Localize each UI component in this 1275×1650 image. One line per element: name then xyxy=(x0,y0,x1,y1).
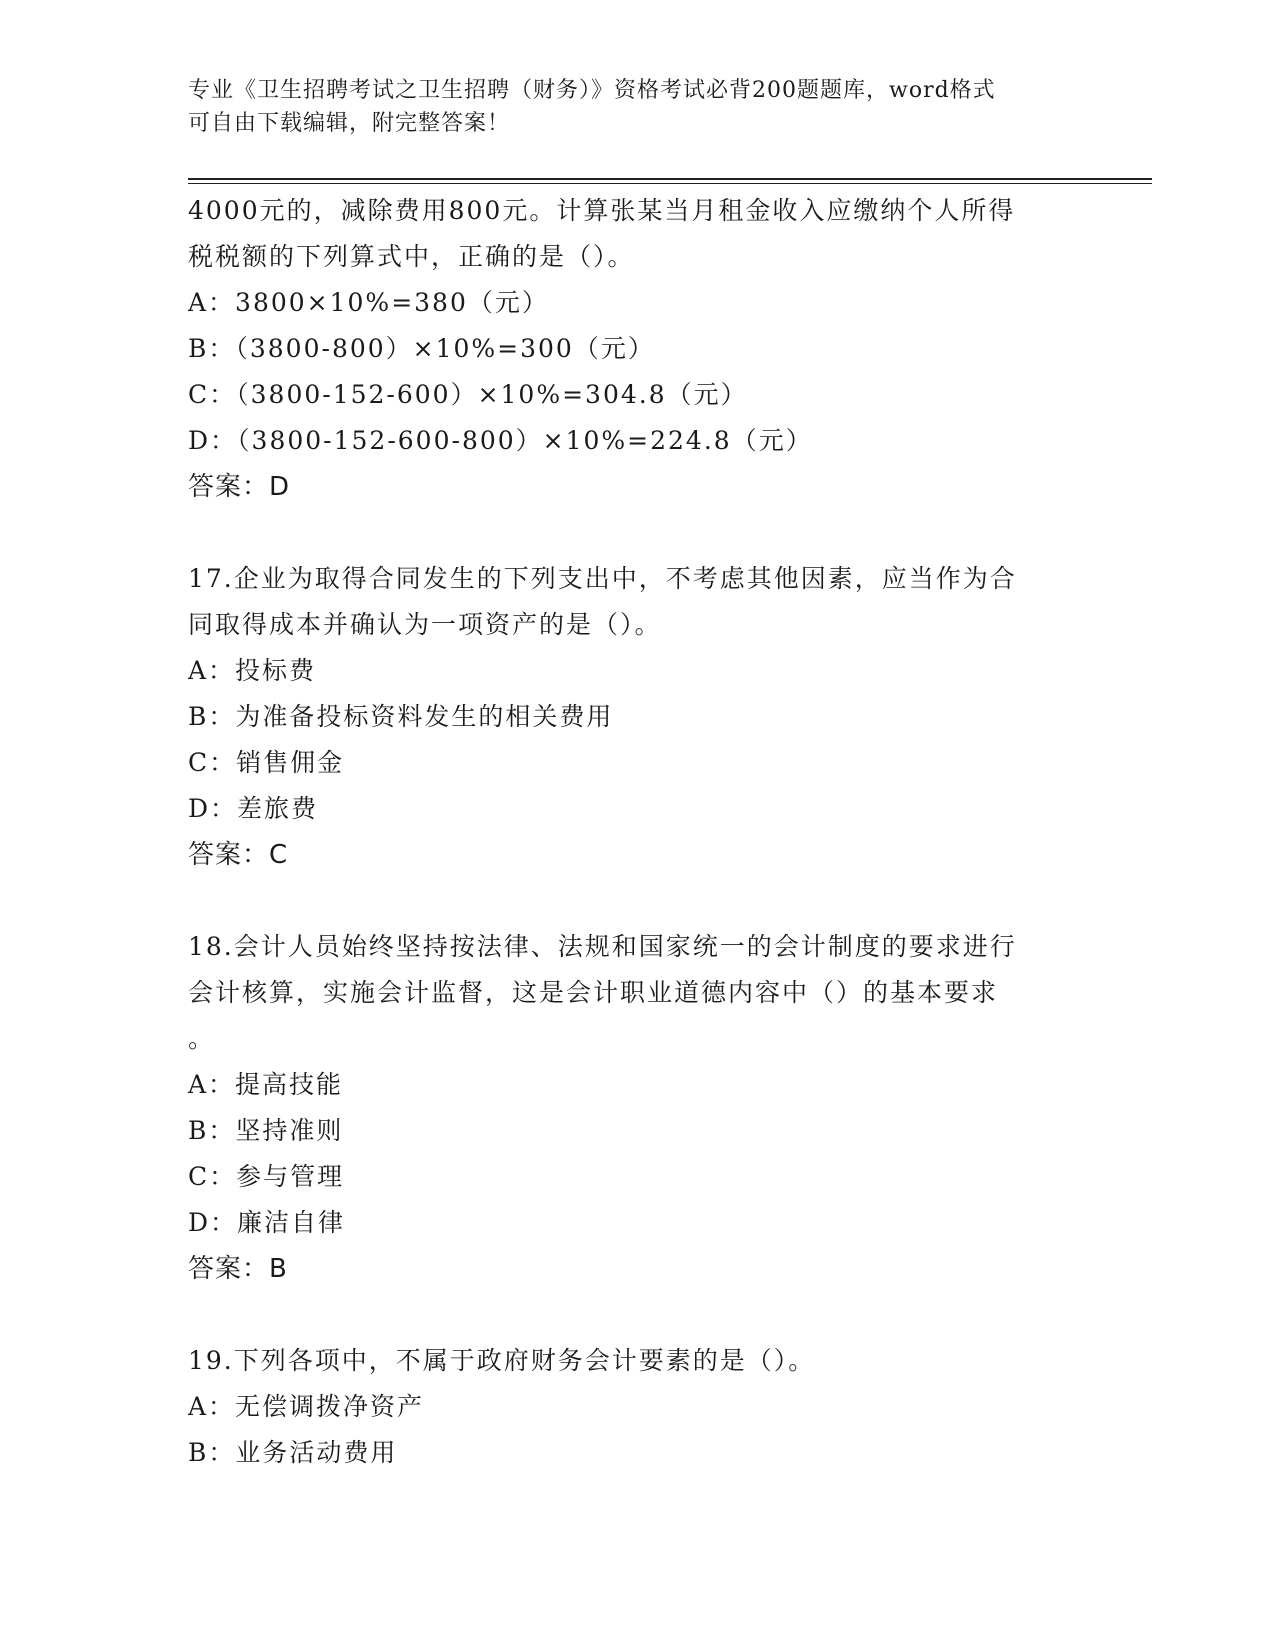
spacer xyxy=(188,510,1088,556)
option-b: B：（3800-800）×10%=300（元） xyxy=(188,334,655,363)
question-list xyxy=(188,188,1088,1476)
question-stem: 税税额的下列算式中，正确的是（）。 xyxy=(188,242,635,271)
question-19 xyxy=(188,1338,1088,1476)
header-line-2: 可自由下载编辑，附完整答案！ xyxy=(188,111,511,136)
question-stem: 。 xyxy=(188,1024,216,1053)
option-a: A：投标费 xyxy=(188,656,317,685)
option-d: D：廉洁自律 xyxy=(188,1208,346,1237)
option-c: C：（3800-152-600）×10%=304.8（元） xyxy=(188,380,748,409)
option-d: D：差旅费 xyxy=(188,794,319,823)
question-18 xyxy=(188,924,1088,1292)
answer-label: 答案：C xyxy=(188,840,289,870)
answer-label: 答案：B xyxy=(188,1254,288,1284)
question-stem: 4000元的，减除费用800元。计算张某当月租金收入应缴纳个人所得 xyxy=(188,196,1016,225)
question-stem: 同取得成本并确认为一项资产的是（）。 xyxy=(188,610,662,639)
option-a: A：无偿调拨净资产 xyxy=(188,1392,425,1421)
question-stem: 会计核算，实施会计监督，这是会计职业道德内容中（）的基本要求 xyxy=(188,978,999,1007)
question-stem: 19.下列各项中，不属于政府财务会计要素的是（）。 xyxy=(188,1346,816,1375)
question-stem: 17.企业为取得合同发生的下列支出中，不考虑其他因素，应当作为合 xyxy=(188,564,1017,593)
option-b: B：坚持准则 xyxy=(188,1116,344,1145)
option-c: C：销售佣金 xyxy=(188,748,345,777)
question-stem: 18.会计人员始终坚持按法律、法规和国家统一的会计制度的要求进行 xyxy=(188,932,1017,961)
spacer xyxy=(188,878,1088,924)
question-17 xyxy=(188,556,1088,878)
option-d: D：（3800-152-600-800）×10%=224.8（元） xyxy=(188,426,813,455)
header-line-1: 专业《卫生招聘考试之卫生招聘（财务）》资格考试必背200题题库，word格式 xyxy=(188,78,996,103)
option-a: A：3800×10%=380（元） xyxy=(188,288,549,317)
option-a: A：提高技能 xyxy=(188,1070,344,1099)
header-divider-thick xyxy=(188,178,1152,180)
header-divider-thin xyxy=(188,183,1152,184)
question-16 xyxy=(188,188,1088,510)
option-b: B：业务活动费用 xyxy=(188,1438,398,1467)
spacer xyxy=(188,1292,1088,1338)
option-c: C：参与管理 xyxy=(188,1162,345,1191)
answer-label: 答案：D xyxy=(188,472,291,502)
page-header xyxy=(188,74,1068,140)
option-b: B：为准备投标资料发生的相关费用 xyxy=(188,702,614,731)
